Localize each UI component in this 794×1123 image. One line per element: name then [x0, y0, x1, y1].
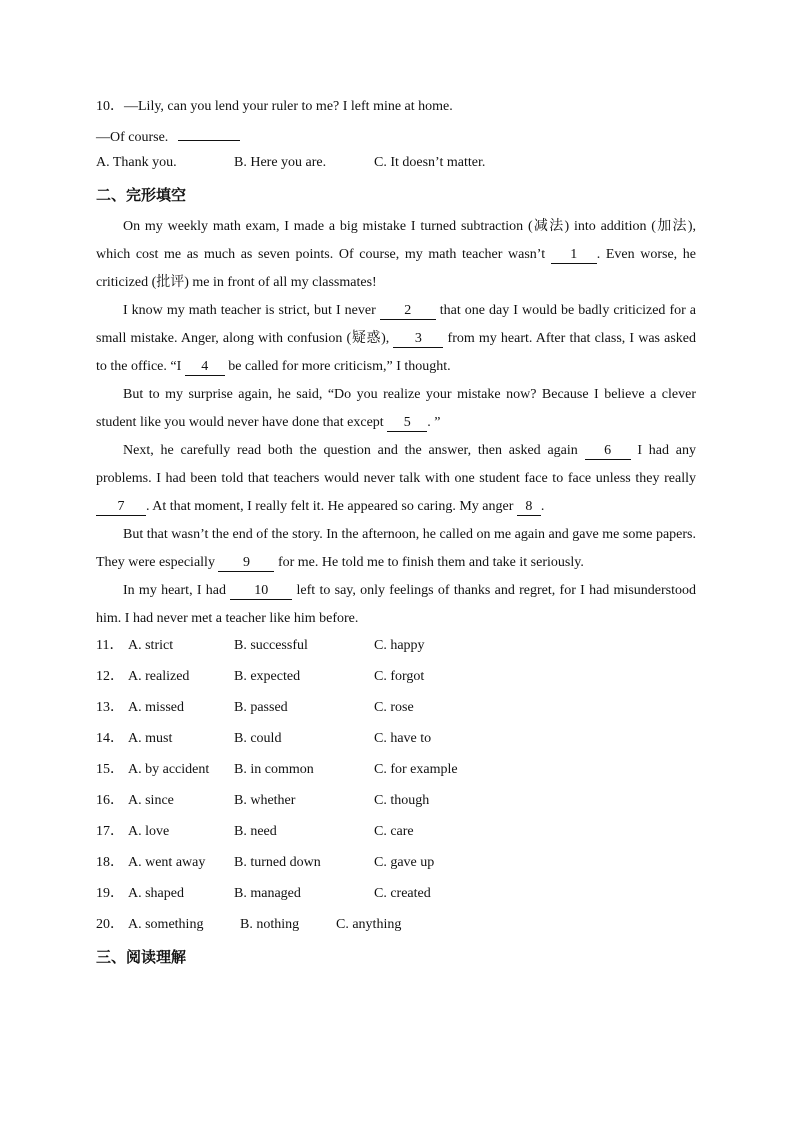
cloze-blank-5: 5	[387, 415, 427, 432]
option-b: B. in common	[234, 762, 314, 777]
cloze-paragraph-4	[96, 437, 696, 521]
option-b: B. passed	[234, 700, 288, 715]
question-number: 17．	[96, 824, 124, 839]
option-a: A. missed	[128, 700, 184, 715]
p5-text-2: for me. He told me to finish them and take it seriously.	[274, 555, 584, 570]
cloze-blank-3: 3	[393, 331, 443, 348]
question-item	[96, 821, 696, 852]
cloze-blank-7: 7	[96, 499, 146, 516]
q10-prompt: 10．—Lily, can you lend your ruler to me? I left mine at home.	[96, 99, 453, 114]
cloze-blank-6: 6	[585, 443, 631, 460]
question-item	[96, 666, 696, 697]
option-b: B. successful	[234, 638, 308, 653]
question-item	[96, 759, 696, 790]
p4-text-4: .	[540, 499, 545, 514]
cloze-paragraph-3	[96, 381, 696, 437]
option-b: B. could	[234, 731, 282, 746]
worksheet-page	[96, 96, 696, 975]
question-number: 11．	[96, 638, 124, 653]
cloze-blank-9: 9	[218, 555, 274, 572]
cloze-blank-8: 8	[517, 499, 541, 516]
p5-text-1: But that wasn’t the end of the story. In the afternoon, he called on me again and gave me some papers. They were especially	[96, 527, 696, 570]
q10-option-c: C. It doesn’t matter.	[374, 155, 486, 170]
q10-answer-blank	[178, 124, 240, 141]
p2-text-1: I know my math teacher is strict, but I never	[123, 303, 380, 318]
p3-text-1: But to my surprise again, he said, “Do you realize your mistake now? Because I believe a clever student like you would never have done that except	[96, 387, 696, 430]
question-number: 19．	[96, 886, 124, 901]
option-c: C. gave up	[374, 855, 435, 870]
question-number: 13．	[96, 700, 124, 715]
question-item	[96, 883, 696, 914]
p2-text-2: that one day I would be badly criticized for a small mistake. Anger, along with confusion (疑惑),	[96, 303, 696, 346]
option-c: C. though	[374, 793, 430, 808]
option-a: A. must	[128, 731, 173, 746]
section3-title: 三、阅读理解	[96, 948, 187, 966]
option-c: C. for example	[374, 762, 458, 777]
cloze-paragraph-2	[96, 297, 696, 381]
option-a: A. strict	[128, 638, 174, 653]
option-c: C. happy	[374, 638, 425, 653]
option-b: B. need	[234, 824, 277, 839]
p4-text-1: Next, he carefully read both the question and the answer, then asked again	[123, 443, 585, 458]
q10-option-a: A. Thank you.	[96, 155, 177, 170]
option-b: B. managed	[234, 886, 301, 901]
cloze-blank-1: 1	[551, 247, 597, 264]
option-a: A. shaped	[128, 886, 184, 901]
question-list	[96, 635, 696, 945]
question-item	[96, 790, 696, 821]
cloze-blank-4: 4	[185, 359, 225, 376]
option-c: C. created	[374, 886, 431, 901]
question-number: 15．	[96, 762, 124, 777]
q10-response	[96, 124, 696, 152]
option-c: C. anything	[336, 917, 402, 932]
question-item	[96, 852, 696, 883]
question-number: 12．	[96, 669, 124, 684]
option-c: C. have to	[374, 731, 432, 746]
cloze-blank-10: 10	[230, 583, 292, 600]
option-c: C. care	[374, 824, 414, 839]
p2-text-3: from my heart. After that class, I was asked to the office. “I	[96, 331, 697, 374]
question-number: 18．	[96, 855, 124, 870]
p4-text-2: I had any problems. I had been told that teachers would never talk with one student face to face unless they really	[96, 443, 696, 486]
p6-text-1: In my heart, I had	[123, 583, 231, 598]
option-b: B. turned down	[234, 855, 321, 870]
question-item	[96, 728, 696, 759]
option-c: C. forgot	[374, 669, 425, 684]
option-b: B. nothing	[240, 917, 300, 932]
section2-title: 二、完形填空	[96, 186, 187, 204]
question-item	[96, 635, 696, 666]
q10-response-text: —Of course.	[96, 130, 169, 145]
p3-text-2: . ”	[427, 415, 441, 430]
option-a: A. by accident	[128, 762, 210, 777]
cloze-paragraph-6	[96, 577, 696, 633]
cloze-blank-2: 2	[380, 303, 436, 320]
q10-options	[96, 152, 696, 183]
question-item	[96, 914, 696, 945]
option-b: B. expected	[234, 669, 301, 684]
option-a: A. love	[128, 824, 170, 839]
option-a: A. something	[128, 917, 204, 932]
option-a: A. since	[128, 793, 174, 808]
question-number: 20．	[96, 917, 124, 932]
option-a: A. realized	[128, 669, 190, 684]
cloze-paragraph-1	[96, 213, 696, 297]
option-a: A. went away	[128, 855, 206, 870]
p4-text-3: . At that moment, I really felt it. He appeared so caring. My anger	[146, 499, 517, 514]
question-number: 16．	[96, 793, 124, 808]
option-c: C. rose	[374, 700, 414, 715]
question-item	[96, 697, 696, 728]
q10-option-b: B. Here you are.	[234, 155, 327, 170]
p1-text-2: . Even worse, he criticized (批评) me in front of all my classmates!	[96, 247, 697, 290]
cloze-paragraph-5	[96, 521, 696, 577]
option-b: B. whether	[234, 793, 296, 808]
question-number: 14．	[96, 731, 124, 746]
p6-text-2: left to say, only feelings of thanks and regret, for I had misunderstood him. I had never met a teacher like him before.	[96, 583, 696, 626]
p1-text-1: On my weekly math exam, I made a big mistake I turned subtraction (减法) into addition (加法), which cost me as much as seven points. Of course, my math teacher wasn’t	[96, 219, 696, 262]
p2-text-4: be called for more criticism,” I thought.	[224, 359, 451, 374]
